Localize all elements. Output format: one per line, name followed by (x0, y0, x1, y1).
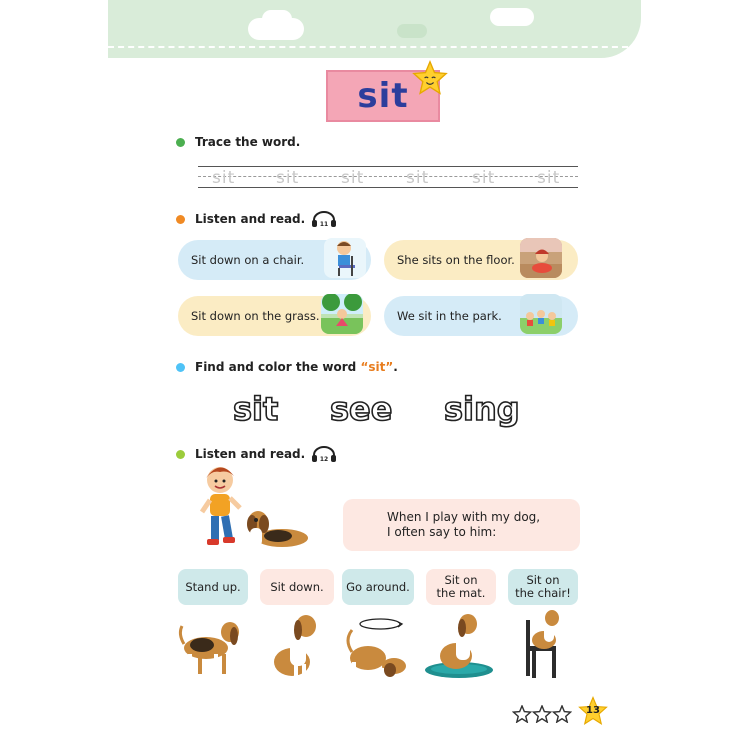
dog-on-mat-picture (422, 610, 496, 682)
sitting-dog-picture (262, 610, 328, 680)
cloud-icon (397, 24, 427, 38)
highlight-word: “sit” (360, 360, 394, 374)
speech-bubble (343, 499, 580, 551)
section-label-end: . (393, 360, 398, 374)
boy-on-chair-picture (324, 238, 366, 278)
speech-line: When I play with my dog, (387, 510, 541, 524)
bullet-icon (176, 215, 185, 224)
headphones-icon[interactable] (311, 445, 337, 463)
command-text: Sit on (444, 573, 478, 587)
bullet-icon (176, 363, 185, 372)
color-word-sing[interactable]: sing (444, 390, 520, 428)
trace-mid-line (198, 176, 578, 177)
track-number: 12 (320, 456, 329, 463)
header-band (108, 0, 641, 58)
command-text: the chair! (515, 586, 571, 600)
command-text: the mat. (436, 586, 486, 600)
trace-base-line (198, 187, 578, 188)
sentence-text: We sit in the park. (397, 309, 502, 323)
command-card-sit-on-chair (508, 569, 578, 605)
command-text: Sit on (526, 573, 560, 587)
section-listen1-heading (176, 210, 337, 228)
trace-word: sit (537, 168, 561, 188)
girl-on-floor-picture (520, 238, 562, 278)
sentence-text: Sit down on a chair. (191, 253, 305, 267)
star-outline-icon[interactable] (532, 705, 552, 723)
headphones-icon[interactable] (311, 210, 337, 228)
section-label: Listen and read. (195, 447, 306, 461)
command-card-go-around (342, 569, 414, 605)
section-listen2-heading (176, 445, 337, 463)
trace-word: sit (406, 168, 430, 188)
star-outline-icon[interactable] (552, 705, 572, 723)
command-text: Go around. (346, 579, 410, 594)
boy-with-dog-illustration (190, 462, 314, 554)
command-text: Stand up. (185, 579, 241, 594)
section-label: Find and color the word (195, 360, 361, 374)
bullet-icon (176, 450, 185, 459)
command-text: Sit down. (270, 579, 324, 594)
star-outline-icon[interactable] (512, 705, 532, 723)
track-number: 11 (320, 221, 329, 228)
trace-word: sit (276, 168, 300, 188)
go-around-dog-picture (344, 612, 412, 680)
star-mascot-icon (412, 60, 448, 96)
command-card-sit-on-mat (426, 569, 496, 605)
trace-lines[interactable] (198, 166, 578, 188)
trace-word: sit (472, 168, 496, 188)
bullet-icon (176, 138, 185, 147)
color-word-sit[interactable]: sit (233, 390, 279, 428)
cloud-icon (490, 8, 534, 26)
page-number: 13 (586, 705, 600, 716)
trace-top-line (198, 166, 578, 167)
color-word-see[interactable]: see (330, 390, 393, 428)
girl-on-grass-picture (321, 294, 363, 334)
sentence-text: Sit down on the grass. (191, 309, 320, 323)
section-find-heading (176, 360, 398, 374)
sentence-text: She sits on the floor. (397, 253, 515, 267)
trace-word: sit (212, 168, 236, 188)
standing-dog-picture (176, 612, 246, 680)
dog-on-chair-picture (520, 610, 566, 682)
cloud-icon (262, 10, 292, 28)
speech-line: I often say to him: (387, 525, 497, 539)
rating-stars (512, 705, 572, 723)
kids-in-park-picture (520, 294, 562, 334)
command-card-sit-down (260, 569, 334, 605)
command-card-stand-up (178, 569, 248, 605)
header-dashed-line (108, 46, 628, 48)
section-label: Trace the word. (195, 135, 301, 149)
section-trace-heading (176, 135, 300, 149)
section-label: Listen and read. (195, 212, 306, 226)
trace-word: sit (341, 168, 365, 188)
page-title: sit (357, 76, 409, 116)
